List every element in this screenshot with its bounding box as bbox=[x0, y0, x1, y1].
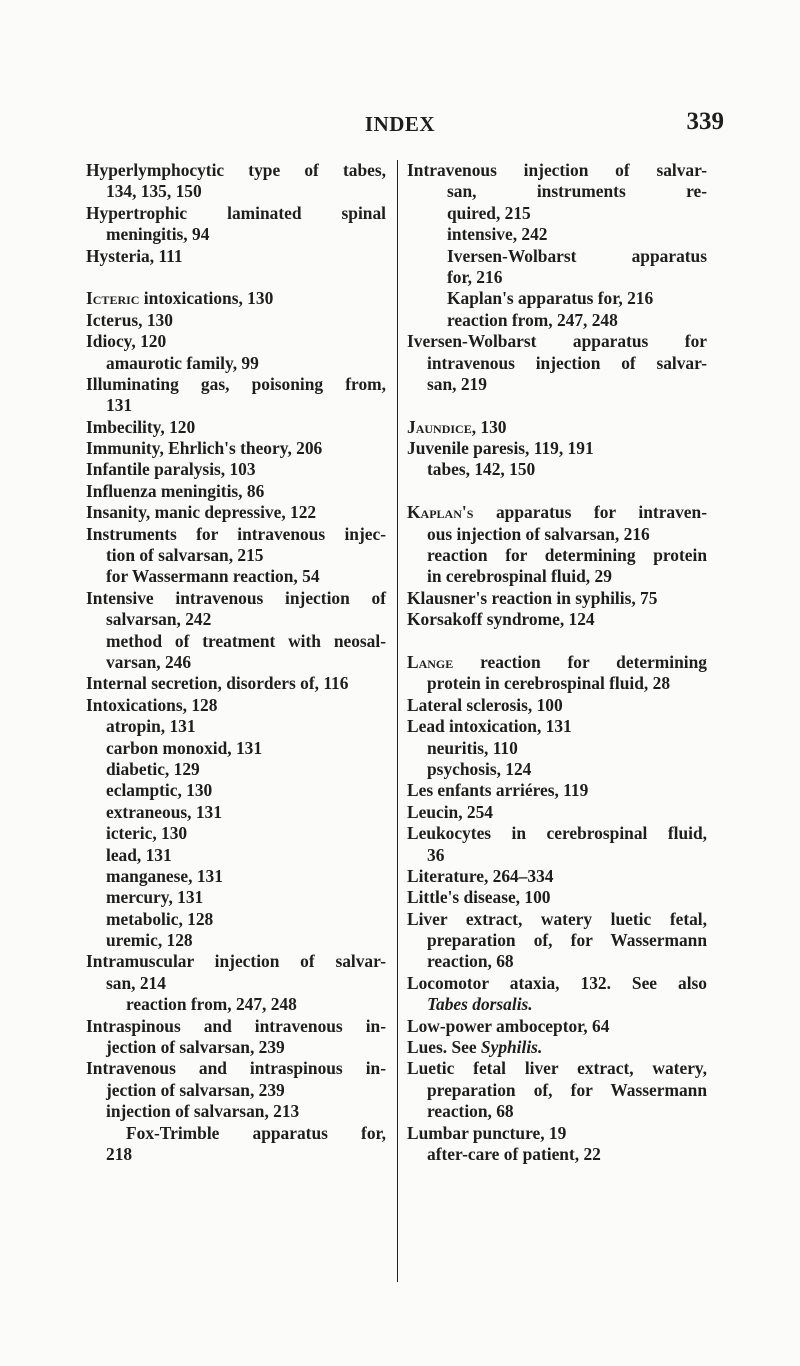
index-entry-line bbox=[407, 930, 707, 951]
index-entry-line bbox=[407, 973, 707, 994]
index-entry-line bbox=[407, 288, 707, 309]
index-entry-text: Lead intoxication, 131 bbox=[407, 716, 572, 737]
index-entry-line bbox=[407, 203, 707, 224]
index-entry-text: Intravenous injection of salvar- bbox=[407, 160, 707, 180]
index-spacer bbox=[407, 395, 707, 416]
index-entry-text: preparation of, for Wassermann bbox=[427, 930, 707, 951]
index-entry-line bbox=[407, 673, 707, 694]
index-entry-text: Intensive intravenous injection of bbox=[86, 587, 386, 608]
index-entry-line bbox=[86, 1123, 386, 1144]
page-header-title: INDEX bbox=[364, 112, 436, 136]
index-entry-line bbox=[86, 738, 386, 759]
index-entry-line bbox=[407, 887, 707, 908]
index-entry-text: injection of salvarsan, 213 bbox=[106, 1101, 300, 1122]
index-entry-text: psychosis, 124 bbox=[427, 758, 532, 779]
index-entry-lead: Lues. See bbox=[407, 1037, 481, 1058]
index-entry-line bbox=[86, 609, 386, 630]
index-entry-text: Leukocytes in cerebrospinal fluid, bbox=[407, 823, 707, 844]
index-entry-text: jection of salvarsan, 239 bbox=[106, 1037, 285, 1058]
index-entry-line bbox=[86, 459, 386, 480]
index-entry-line bbox=[407, 1144, 707, 1165]
index-entry-line bbox=[407, 545, 707, 566]
index-entry-text: Klausner's reaction in syphilis, 75 bbox=[407, 587, 658, 608]
index-entry-line bbox=[86, 845, 386, 866]
page-number: 339 bbox=[686, 108, 724, 135]
index-entry-line bbox=[86, 1037, 386, 1058]
index-entry-text: Fox-Trimble apparatus for, bbox=[126, 1122, 386, 1143]
index-entry-line bbox=[86, 438, 386, 459]
index-entry-text: san, 219 bbox=[427, 373, 487, 394]
index-column-right bbox=[407, 160, 707, 1165]
index-entry-text: reaction, 68 bbox=[427, 951, 514, 972]
index-entry-line bbox=[407, 374, 707, 395]
index-entry-text: manganese, 131 bbox=[106, 865, 223, 886]
index-entry-line bbox=[86, 160, 386, 181]
index-entry-text: meningitis, 94 bbox=[106, 224, 210, 245]
index-entry-line bbox=[86, 481, 386, 502]
index-entry-text: extraneous, 131 bbox=[106, 801, 222, 822]
index-entry-text: in cerebrospinal fluid, 29 bbox=[427, 566, 612, 587]
index-entry-line bbox=[407, 759, 707, 780]
index-entry-line bbox=[86, 887, 386, 908]
index-entry-line bbox=[407, 909, 707, 930]
index-entry-line bbox=[407, 459, 707, 480]
index-entry-line bbox=[407, 866, 707, 887]
index-entry-line bbox=[86, 994, 386, 1015]
index-entry-line bbox=[86, 673, 386, 694]
index-entry-line bbox=[407, 780, 707, 801]
index-entry-text: Illuminating gas, poisoning from, bbox=[86, 373, 386, 394]
index-entry-line bbox=[86, 631, 386, 652]
index-entry-text: intoxications, 130 bbox=[139, 288, 274, 309]
index-entry-text: protein in cerebrospinal fluid, 28 bbox=[427, 673, 671, 694]
index-column-left bbox=[86, 160, 386, 1165]
index-entry-line bbox=[86, 951, 386, 972]
index-entry-text: carbon monoxid, 131 bbox=[106, 737, 263, 758]
column-divider bbox=[397, 160, 398, 1282]
index-entry-text: Imbecility, 120 bbox=[86, 416, 196, 437]
index-entry-text: Intramuscular injection of salvar- bbox=[86, 951, 386, 972]
index-entry-line bbox=[86, 866, 386, 887]
index-entry-line bbox=[407, 802, 707, 823]
index-entry-line bbox=[86, 288, 386, 309]
index-entry-line bbox=[86, 802, 386, 823]
index-entry-text: Lumbar puncture, 19 bbox=[407, 1122, 567, 1143]
index-entry-line bbox=[407, 716, 707, 737]
index-entry-line bbox=[407, 1058, 707, 1079]
index-entry-line bbox=[407, 331, 707, 352]
index-entry-text: intravenous injection of salvar- bbox=[427, 352, 707, 373]
index-entry-line bbox=[86, 203, 386, 224]
index-entry-line bbox=[407, 417, 707, 438]
index-entry-text: amaurotic family, 99 bbox=[106, 352, 259, 373]
index-entry-line bbox=[86, 716, 386, 737]
index-entry-text: icteric, 130 bbox=[106, 823, 188, 844]
index-entry-text: Intravenous and intraspinous in- bbox=[86, 1058, 386, 1079]
index-entry-line bbox=[407, 1016, 707, 1037]
index-entry-text: mercury, 131 bbox=[106, 887, 204, 908]
index-entry-line bbox=[407, 310, 707, 331]
index-entry-text: reaction from, 247, 248 bbox=[126, 994, 297, 1015]
index-spacer bbox=[407, 481, 707, 502]
index-entry-line bbox=[407, 160, 707, 181]
index-entry-text: intensive, 242 bbox=[447, 224, 548, 245]
index-entry-text: reaction for determining protein bbox=[427, 545, 707, 566]
index-entry-text: Juvenile paresis, 119, 191 bbox=[407, 438, 594, 459]
index-entry-line bbox=[86, 246, 386, 267]
index-entry-text: Immunity, Ehrlich's theory, 206 bbox=[86, 438, 323, 459]
index-entry-line bbox=[407, 502, 707, 523]
index-entry-line bbox=[407, 588, 707, 609]
index-entry-text: uremic, 128 bbox=[106, 930, 193, 951]
index-entry-text: 218 bbox=[106, 1143, 133, 1164]
index-entry-text: method of treatment with neosal- bbox=[106, 630, 386, 651]
index-entry-line bbox=[86, 588, 386, 609]
index-entry-text: Kaplan's apparatus for, 216 bbox=[447, 288, 654, 309]
index-spacer bbox=[407, 631, 707, 652]
index-entry-text: Intraspinous and intravenous in- bbox=[86, 1015, 386, 1036]
index-entry-text: for Wassermann reaction, 54 bbox=[106, 566, 320, 587]
index-entry-line bbox=[407, 1101, 707, 1122]
index-entry-line bbox=[407, 1080, 707, 1101]
index-entry-line bbox=[407, 438, 707, 459]
index-entry-text: reaction from, 247, 248 bbox=[447, 309, 618, 330]
index-entry-text: Hypertrophic laminated spinal bbox=[86, 202, 386, 223]
index-entry-text: Luetic fetal liver extract, watery, bbox=[407, 1058, 707, 1079]
index-entry-text: Liver extract, watery luetic fetal, bbox=[407, 908, 707, 929]
index-entry-line bbox=[86, 524, 386, 545]
index-entry-line bbox=[86, 652, 386, 673]
index-entry-line bbox=[86, 1080, 386, 1101]
index-entry-line bbox=[86, 224, 386, 245]
index-entry-text: 134, 135, 150 bbox=[106, 181, 202, 202]
index-entry-text: for, 216 bbox=[447, 266, 503, 287]
index-entry-line bbox=[86, 545, 386, 566]
index-entry-line bbox=[407, 738, 707, 759]
index-entry-line bbox=[407, 246, 707, 267]
index-entry-line bbox=[86, 823, 386, 844]
index-entry-text: quired, 215 bbox=[447, 202, 531, 223]
index-entry-line bbox=[407, 652, 707, 673]
index-entry-line bbox=[86, 395, 386, 416]
index-entry-line bbox=[86, 353, 386, 374]
index-entry-text: Les enfants arriéres, 119 bbox=[407, 780, 589, 801]
index-entry-line bbox=[407, 353, 707, 374]
index-entry-line bbox=[407, 845, 707, 866]
index-entry-line bbox=[86, 417, 386, 438]
index-entry-line bbox=[407, 609, 707, 630]
index-entry-text: Little's disease, 100 bbox=[407, 887, 551, 908]
index-entry-text: after-care of patient, 22 bbox=[427, 1143, 601, 1164]
index-entry-line bbox=[86, 759, 386, 780]
index-entry-text: Intoxications, 128 bbox=[86, 694, 218, 715]
index-entry-line bbox=[86, 973, 386, 994]
index-entry-text: preparation of, for Wassermann bbox=[427, 1079, 707, 1100]
index-entry-text: Insanity, manic depressive, 122 bbox=[86, 502, 317, 523]
index-entry-line bbox=[86, 1016, 386, 1037]
index-entry-line bbox=[86, 566, 386, 587]
index-entry-text: san, 214 bbox=[106, 972, 166, 993]
index-entry-text: 131 bbox=[106, 395, 133, 416]
index-entry-text: Instruments for intravenous injec- bbox=[86, 523, 386, 544]
index-entry-line bbox=[86, 1058, 386, 1079]
index-entry-text: neuritis, 110 bbox=[427, 737, 518, 758]
index-entry-text: tion of salvarsan, 215 bbox=[106, 545, 264, 566]
index-entry-line bbox=[407, 695, 707, 716]
index-entry-text: Iversen-Wolbarst apparatus bbox=[447, 245, 707, 266]
index-entry-text: Hyperlymphocytic type of tabes, bbox=[86, 160, 386, 180]
index-entry-text: Korsakoff syndrome, 124 bbox=[407, 609, 595, 630]
index-entry-text: lead, 131 bbox=[106, 844, 172, 865]
index-spacer bbox=[86, 267, 386, 288]
index-entry-text: Internal secretion, disorders of, 116 bbox=[86, 673, 349, 694]
index-entry-text: Locomotor ataxia, 132. See also bbox=[407, 972, 707, 993]
index-entry-line bbox=[86, 181, 386, 202]
index-entry-text: salvarsan, 242 bbox=[106, 609, 212, 630]
index-entry-line bbox=[86, 374, 386, 395]
index-entry-text: varsan, 246 bbox=[106, 651, 192, 672]
index-entry-line bbox=[407, 524, 707, 545]
index-entry-line bbox=[86, 930, 386, 951]
index-entry-text: atropin, 131 bbox=[106, 716, 196, 737]
index-entry-text: Icterus, 130 bbox=[86, 309, 173, 330]
index-entry-text: ous injection of salvarsan, 216 bbox=[427, 523, 650, 544]
index-entry-line bbox=[86, 780, 386, 801]
index-entry-text: metabolic, 128 bbox=[106, 908, 214, 929]
index-entry-text: Hysteria, 111 bbox=[86, 245, 183, 266]
index-entry-text: Literature, 264–334 bbox=[407, 865, 554, 886]
index-entry-lead: Icteric bbox=[86, 288, 140, 309]
index-entry-line bbox=[407, 994, 707, 1015]
index-entry-line bbox=[407, 566, 707, 587]
index-entry-text: Infantile paralysis, 103 bbox=[86, 459, 256, 480]
index-entry-text: Low-power amboceptor, 64 bbox=[407, 1015, 610, 1036]
index-entry-text: Influenza meningitis, 86 bbox=[86, 480, 265, 501]
index-entry-line bbox=[407, 267, 707, 288]
index-entry-line bbox=[86, 331, 386, 352]
index-entry-line bbox=[86, 310, 386, 331]
index-entry-text: reaction, 68 bbox=[427, 1101, 514, 1122]
index-entry-lead: Kaplan's bbox=[407, 502, 474, 523]
index-entry-text: jection of salvarsan, 239 bbox=[106, 1079, 285, 1100]
index-entry-text: 36 bbox=[427, 844, 445, 865]
index-entry-text: , 130 bbox=[471, 416, 507, 437]
index-entry-text: apparatus for intraven- bbox=[473, 502, 707, 523]
index-entry-line bbox=[407, 181, 707, 202]
index-entry-line bbox=[86, 1144, 386, 1165]
index-entry-text: Idiocy, 120 bbox=[86, 331, 167, 352]
index-entry-lead: Lange bbox=[407, 651, 454, 672]
index-entry-text: Leucin, 254 bbox=[407, 801, 493, 822]
index-entry-text: Lateral sclerosis, 100 bbox=[407, 694, 563, 715]
index-entry-line bbox=[407, 224, 707, 245]
index-entry-text: Tabes dorsalis. bbox=[427, 994, 533, 1015]
index-entry-line bbox=[407, 951, 707, 972]
index-entry-text: tabes, 142, 150 bbox=[427, 459, 536, 480]
index-entry-text: san, instruments re- bbox=[447, 181, 707, 202]
index-entry-text: Syphilis. bbox=[480, 1037, 543, 1058]
index-entry-line bbox=[86, 695, 386, 716]
index-entry-text: diabetic, 129 bbox=[106, 758, 200, 779]
index-entry-line bbox=[86, 1101, 386, 1122]
index-entry-line bbox=[407, 1123, 707, 1144]
index-entry-text: reaction for determining bbox=[453, 651, 707, 672]
index-entry-text: eclamptic, 130 bbox=[106, 780, 213, 801]
index-entry-text: Iversen-Wolbarst apparatus for bbox=[407, 331, 707, 352]
index-entry-line bbox=[86, 909, 386, 930]
index-entry-line bbox=[407, 1037, 707, 1058]
index-entry-lead: Jaundice bbox=[407, 416, 472, 437]
index-entry-line bbox=[86, 502, 386, 523]
index-entry-line bbox=[407, 823, 707, 844]
